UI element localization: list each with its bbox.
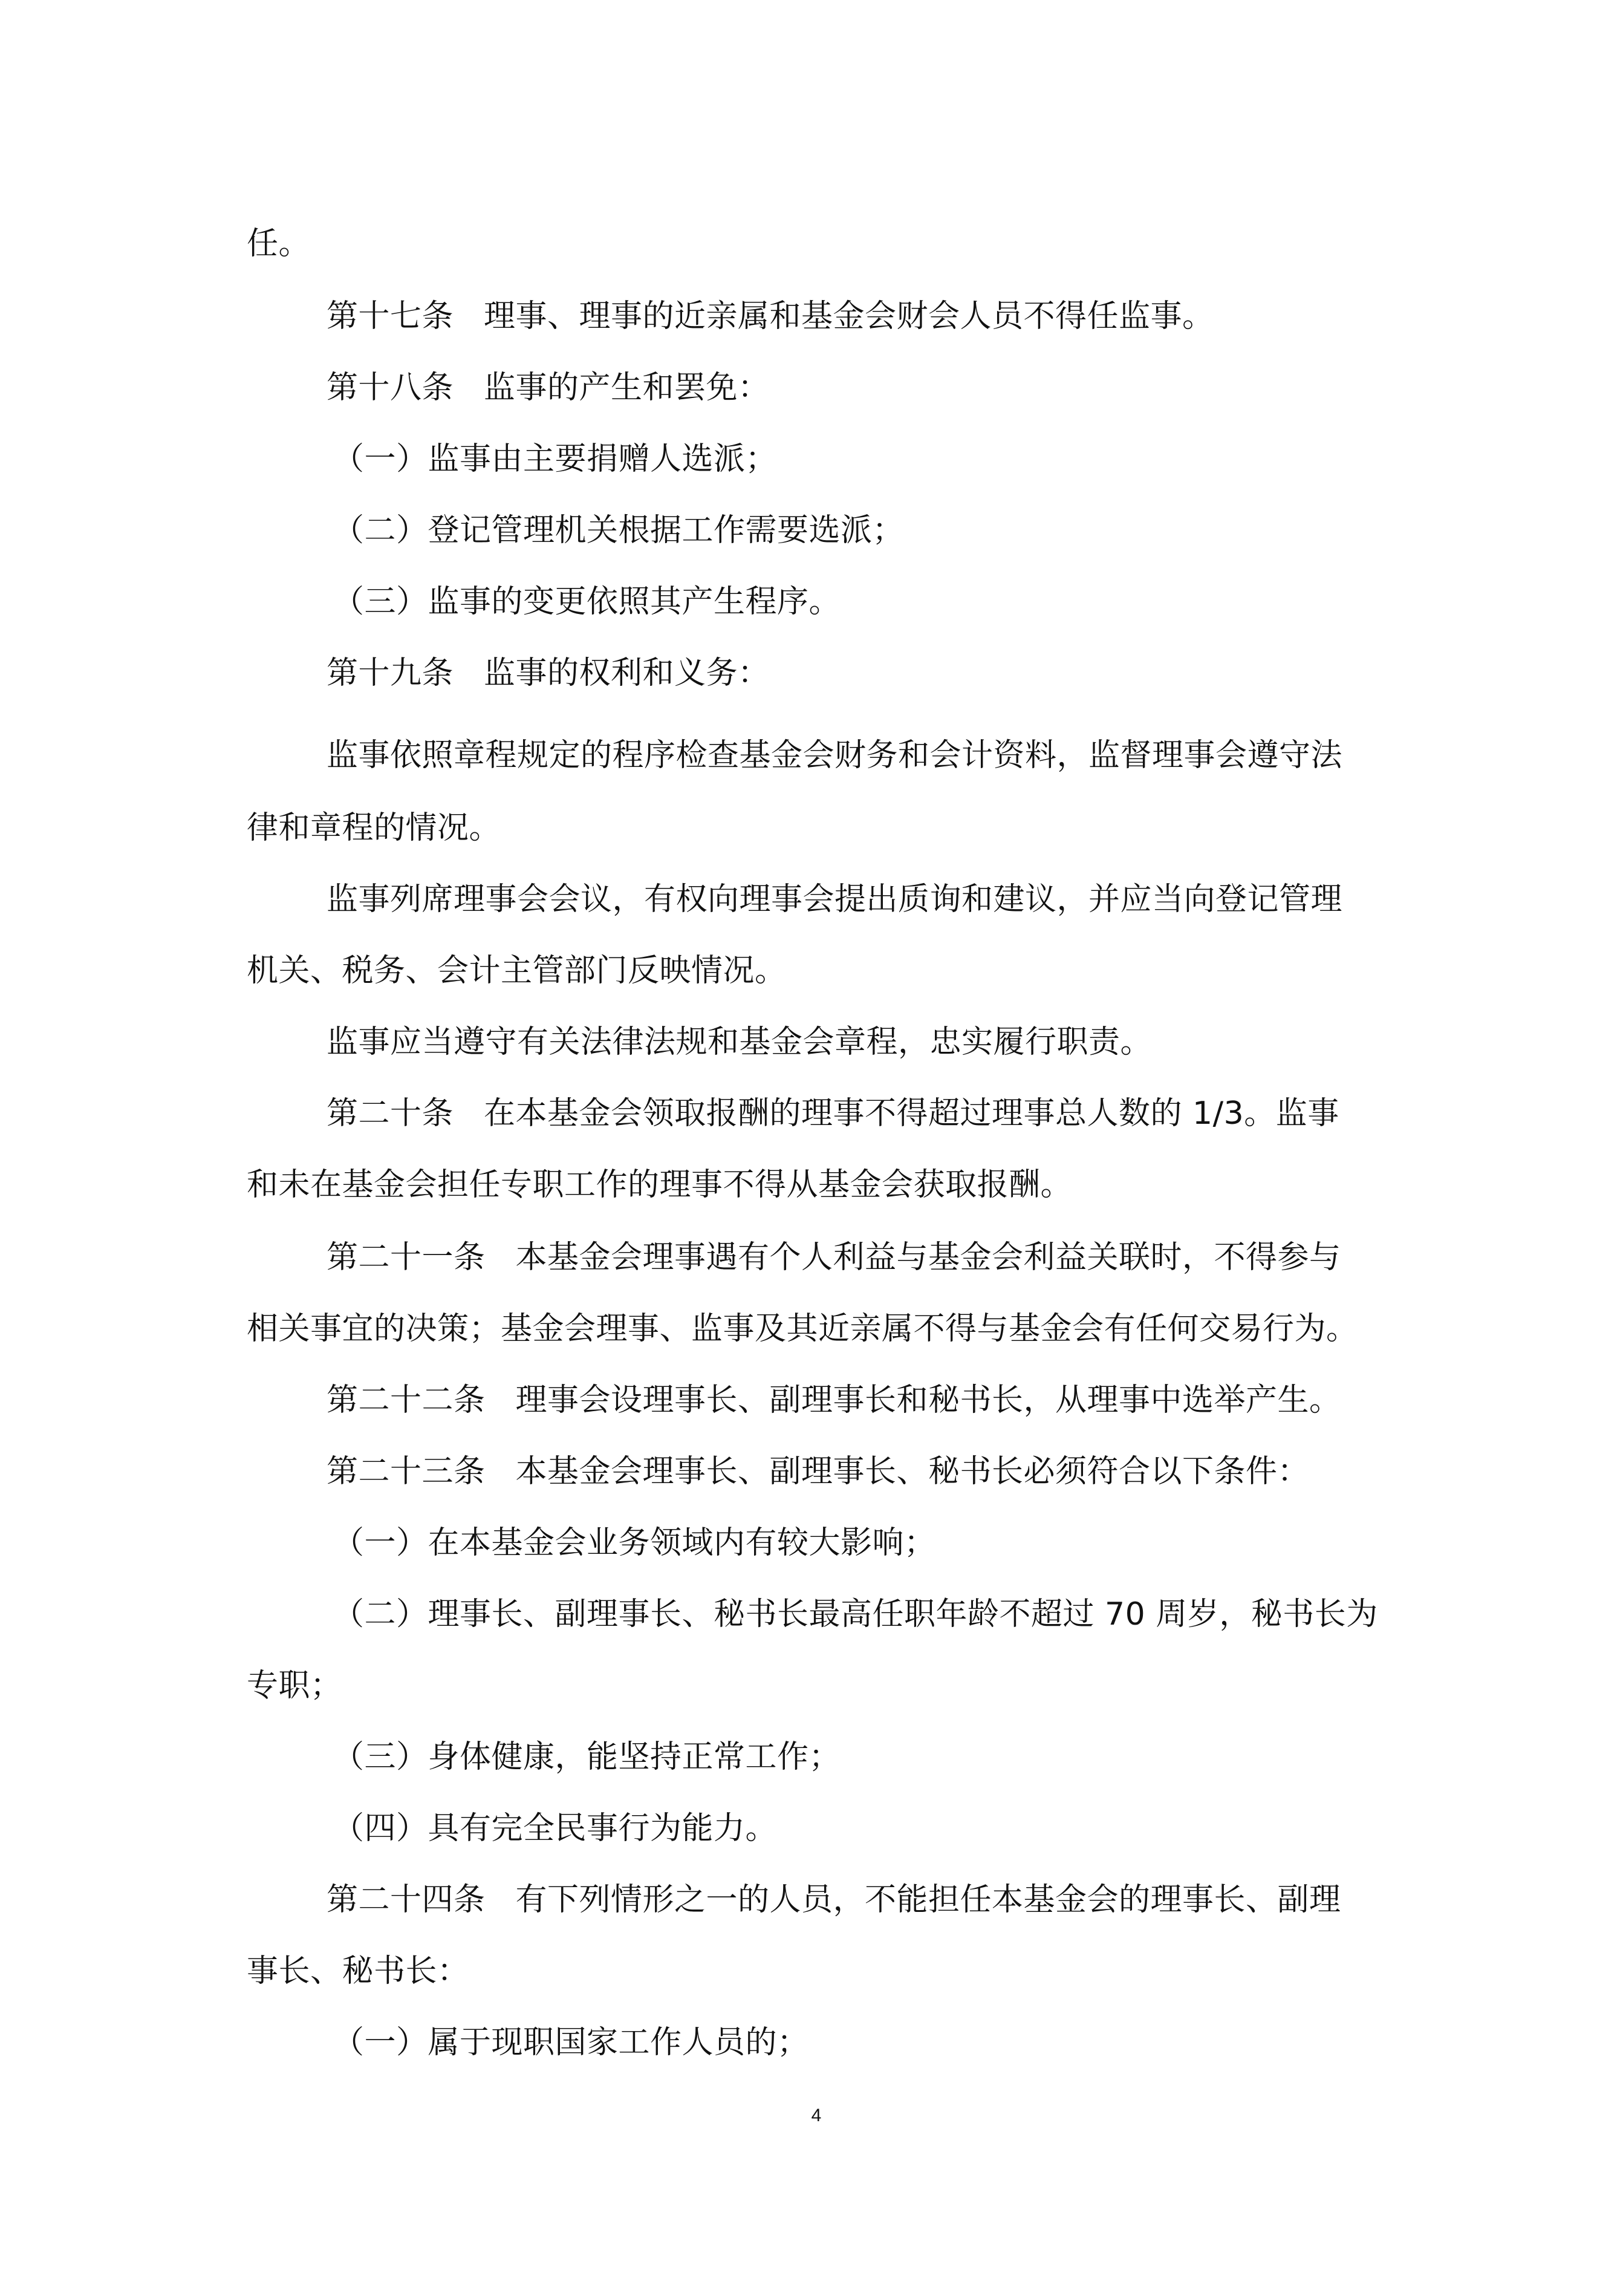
article-number: 第二十二条 [327, 1382, 486, 1418]
clause-line: （三）监事的变更依照其产生程序。 [333, 584, 841, 620]
article-number: 第十九条 [327, 655, 454, 691]
text-line: 和未在基金会担任专职工作的理事不得从基金会获取报酬。 [247, 1167, 1073, 1203]
page-number: 4 [811, 2105, 822, 2125]
article-number: 第二十一条 [327, 1239, 486, 1276]
clause-line: （一）在本基金会业务领域内有较大影响； [333, 1525, 936, 1561]
article-line: 第二十条 在本基金会领取报酬的理事不得超过理事总人数的 1/3。监事 [327, 1095, 1339, 1132]
clause-line: （二）登记管理机关根据工作需要选派； [333, 512, 905, 549]
text-line: 监事依照章程规定的程序检查基金会财务和会计资料，监督理事会遵守法 [327, 737, 1343, 774]
article-number: 第十七条 [327, 298, 454, 334]
clause-line: （一）监事由主要捐赠人选派； [333, 441, 778, 477]
text-line: 专职； [247, 1668, 342, 1704]
text-line: 监事应当遵守有关法律法规和基金会章程，忠实履行职责。 [327, 1024, 1153, 1060]
article-number: 第十八条 [327, 370, 454, 406]
clause-line: （一）属于现职国家工作人员的； [333, 2024, 809, 2061]
article-line: 第十九条 监事的权利和义务： [327, 655, 770, 691]
article-number: 第二十三条 [327, 1453, 486, 1490]
article-line: 第二十二条 理事会设理事长、副理事长和秘书长，从理事中选举产生。 [327, 1382, 1341, 1418]
clause-line: （二）理事长、副理事长、秘书长最高任职年龄不超过 70 周岁，秘书长为 [333, 1596, 1378, 1632]
text-line: 相关事宜的决策；基金会理事、监事及其近亲属不得与基金会有任何交易行为。 [247, 1311, 1358, 1347]
text-line: 机关、税务、会计主管部门反映情况。 [247, 953, 787, 989]
article-line: 第十八条 监事的产生和罢免： [327, 370, 770, 406]
clause-line: （三）身体健康，能坚持正常工作； [333, 1739, 841, 1775]
article-number: 第二十条 [327, 1095, 454, 1132]
article-line: 第二十四条 有下列情形之一的人员，不能担任本基金会的理事长、副理 [327, 1882, 1341, 1918]
article-number: 第二十四条 [327, 1882, 486, 1918]
article-line: 第二十三条 本基金会理事长、副理事长、秘书长必须符合以下条件： [327, 1453, 1310, 1490]
article-line: 第二十一条 本基金会理事遇有个人利益与基金会利益关联时，不得参与 [327, 1239, 1341, 1276]
article-line: 第十七条 理事、理事的近亲属和基金会财会人员不得任监事。 [327, 298, 1214, 334]
text-line: 任。 [247, 226, 311, 262]
clause-line: （四）具有完全民事行为能力。 [333, 1810, 778, 1847]
text-line: 事长、秘书长： [247, 1953, 469, 1989]
text-line: 监事列席理事会会议，有权向理事会提出质询和建议，并应当向登记管理 [327, 881, 1343, 918]
text-line: 律和章程的情况。 [247, 810, 501, 846]
